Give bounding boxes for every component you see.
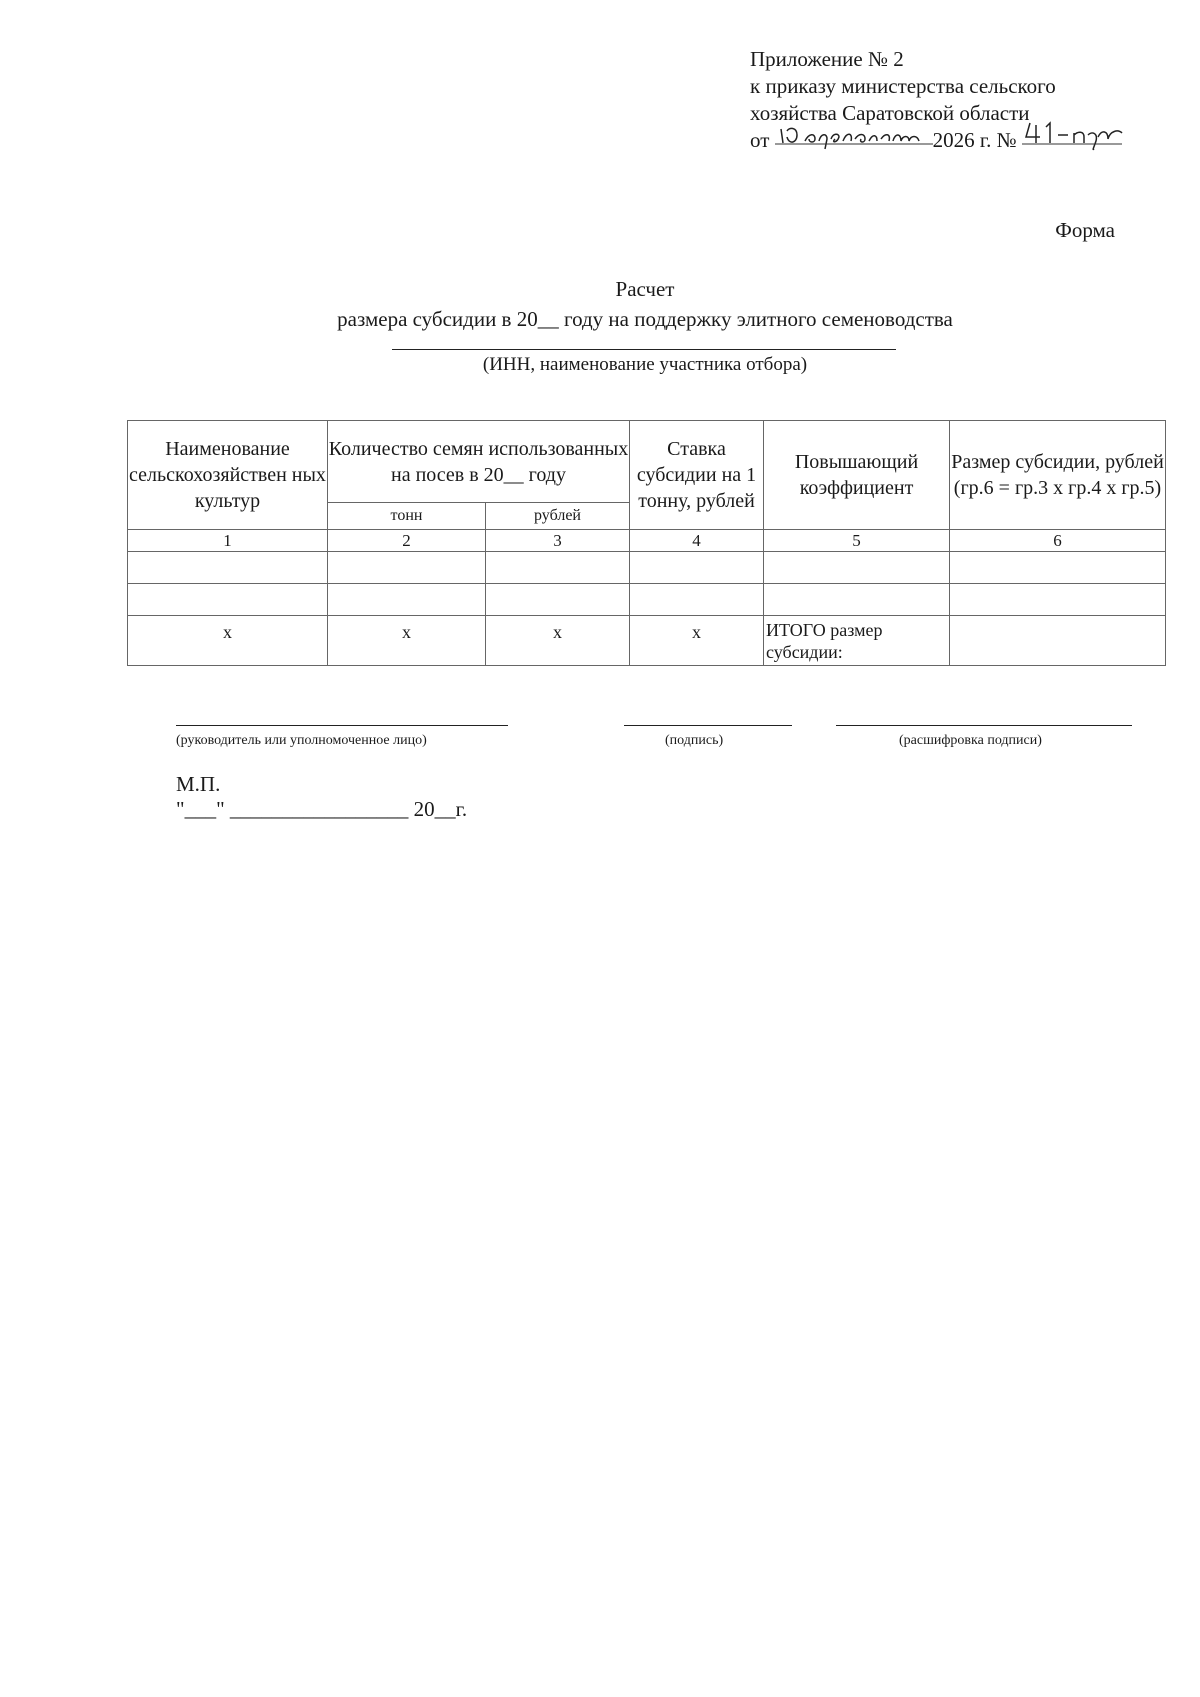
- subheader-rubles: рублей: [486, 503, 630, 530]
- order-line-2: хозяйства Саратовской области: [750, 101, 1030, 125]
- stamp-mark: М.П.: [176, 772, 221, 796]
- empty-cell: [630, 584, 764, 616]
- handwritten-date-signature: [775, 119, 933, 153]
- empty-cell: [328, 584, 486, 616]
- total-value-cell: [950, 616, 1166, 666]
- header-seed-quantity: Количество семян использованных на посев в 20__ году: [328, 421, 630, 503]
- applicant-fill-line: [392, 349, 896, 350]
- column-number: 1: [128, 530, 328, 552]
- column-number: 5: [764, 530, 950, 552]
- empty-cell: [328, 552, 486, 584]
- table-row: [128, 552, 1166, 584]
- handwritten-number-signature: [1022, 119, 1134, 153]
- applicant-caption: (ИНН, наименование участника отбора): [482, 354, 808, 375]
- head-signature-line: [176, 725, 508, 726]
- subheader-tons: тонн: [328, 503, 486, 530]
- empty-cell: [486, 584, 630, 616]
- handwritten-number: [1022, 127, 1134, 149]
- column-number: 4: [630, 530, 764, 552]
- total-x-cell: х: [328, 616, 486, 666]
- empty-cell: [128, 584, 328, 616]
- table-header-row: [128, 421, 1166, 503]
- total-x-cell: х: [486, 616, 630, 666]
- header-crop: Наименование сельскохозяйствен ных культур: [128, 421, 328, 530]
- decoding-signature-line: [836, 725, 1132, 726]
- header-coefficient: Повышающий коэффициент: [764, 421, 950, 530]
- header-subsidy-amount: Размер субсидии, рублей (гр.6 = гр.3 х гр.4 х гр.5): [950, 421, 1166, 530]
- total-row: [128, 616, 1166, 666]
- column-number: 3: [486, 530, 630, 552]
- empty-cell: [950, 552, 1166, 584]
- column-number: 6: [950, 530, 1166, 552]
- appendix-block: [750, 46, 1134, 154]
- head-caption: (руководитель или уполномоченное лицо): [176, 733, 427, 748]
- form-label: Форма: [1055, 218, 1115, 242]
- date-prefix: от: [750, 128, 770, 152]
- date-fill-line: "___" _________________ 20__г.: [176, 797, 468, 821]
- total-label: ИТОГО размер субсидии:: [764, 616, 950, 666]
- title-line-2: размера субсидии в 20__ году на поддержку элитного семеноводства: [337, 307, 953, 331]
- total-x-cell: х: [630, 616, 764, 666]
- appendix-title: Приложение № 2: [750, 47, 904, 71]
- year-and-number-label: 2026 г. №: [932, 128, 1017, 152]
- order-line-1: к приказу министерства сельского: [750, 74, 1056, 98]
- title-line-1: Расчет: [615, 277, 675, 301]
- signature-caption: (подпись): [665, 733, 724, 748]
- column-number-row: [128, 530, 1166, 552]
- empty-cell: [764, 584, 950, 616]
- order-date-line: [750, 127, 1134, 154]
- column-number: 2: [328, 530, 486, 552]
- total-x-cell: х: [128, 616, 328, 666]
- empty-cell: [486, 552, 630, 584]
- empty-cell: [950, 584, 1166, 616]
- subsidy-calculation-table: [127, 420, 1166, 666]
- empty-cell: [764, 552, 950, 584]
- stamp-block: [176, 772, 467, 822]
- empty-cell: [630, 552, 764, 584]
- signature-line: [624, 725, 792, 726]
- document-title: [0, 274, 1200, 334]
- handwritten-date: [775, 127, 933, 149]
- decoding-caption: (расшифровка подписи): [899, 733, 1042, 748]
- header-rate: Ставка субсидии на 1 тонну, рублей: [630, 421, 764, 530]
- table-row: [128, 584, 1166, 616]
- empty-cell: [128, 552, 328, 584]
